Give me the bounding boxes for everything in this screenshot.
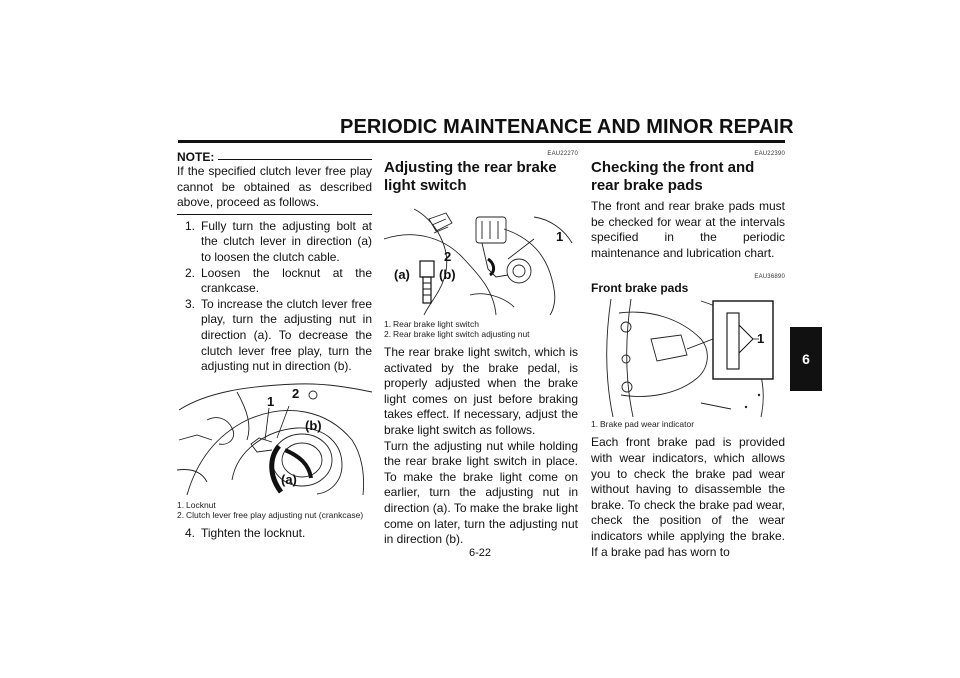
clutch-figure-captions [177, 500, 372, 520]
brake-pad-figure [591, 299, 785, 417]
note-rule [218, 159, 372, 160]
caption-text: Rear brake light switch [393, 319, 479, 329]
section-code: EAU22270 [547, 151, 578, 157]
figure-label-1: 1 [267, 393, 275, 409]
step-list-continued [177, 526, 372, 542]
brake-switch-captions [384, 319, 578, 339]
header-rule [178, 140, 785, 143]
column-rear-brake-switch [384, 150, 578, 548]
caption-item [177, 500, 372, 510]
caption-number: 1. [591, 419, 599, 430]
caption-item [384, 329, 578, 339]
step-text: To increase the clutch lever free play, turn the adjusting nut in direction (a). To decrease the clutch lever free play, turn the adjusting nut in direction (b). [201, 296, 372, 374]
caption-text: Rear brake light switch adjusting nut [393, 329, 530, 339]
note-text: If the specified clutch lever free play cannot be obtained as described above, proceed as follows. [177, 164, 372, 210]
figure-label-1: 1 [757, 331, 765, 347]
clutch-figure [177, 380, 372, 498]
note-end-rule [177, 214, 372, 215]
column-brake-pads [591, 150, 785, 560]
chapter-tab-number: 6 [802, 351, 810, 367]
figure-label-2: 2 [292, 385, 300, 401]
note-heading [177, 150, 372, 164]
step-list [177, 219, 372, 375]
brake-pad-captions [591, 419, 785, 429]
caption-item [384, 319, 578, 329]
section-title: Adjusting the rear brake light switch [384, 159, 557, 194]
column-clutch-adjustment [177, 150, 372, 541]
body-paragraph: The rear brake light switch, which is activated by the brake pedal, is properly adjusted when the brake light comes on just before braking takes effect. If necessary, adjust the brake light switch as follows. [384, 345, 578, 437]
caption-text: Locknut [186, 499, 216, 510]
brake-switch-figure [384, 199, 578, 317]
caption-item [591, 419, 785, 429]
step-text: Fully turn the adjusting bolt at the clutch lever in direction (a) to loosen the clutch cable. [201, 218, 372, 264]
figure-label-a: (a) [394, 267, 410, 282]
intro-paragraph: The front and rear brake pads must be checked for wear at the intervals specified in the periodic maintenance and lubrication chart. [591, 199, 785, 260]
body-paragraph: Each front brake pad is provided with wear indicators, which allows you to check the brake pad wear without having to disassemble the brake. To check the brake pad wear, check the position of the wear indicators while applying the brake. If a brake pad has worn to [591, 435, 785, 559]
step-number: 2. [185, 265, 196, 280]
caption-text: Clutch lever free play adjusting nut (crankcase) [186, 509, 364, 520]
step-item [177, 526, 372, 542]
caption-number: 1. [384, 319, 392, 329]
body-paragraph-2: Turn the adjusting nut while holding the rear brake light switch in place. To make the brake light come on earlier, turn the adjusting nut in direction (a). To make the brake light come on later, turn the adjusting nut in direction (b). [384, 438, 578, 547]
clutch-illustration [177, 380, 372, 498]
section-code: EAU22390 [754, 151, 785, 157]
brake-switch-illustration [384, 199, 578, 317]
step-item [177, 297, 372, 375]
caption-number: 2. [177, 509, 185, 520]
figure-label-b: (b) [439, 267, 456, 282]
brake-pad-illustration [591, 299, 785, 417]
figure-label-a: (a) [281, 471, 297, 487]
note-label: NOTE: [177, 150, 215, 164]
page-number: 6-22 [468, 547, 492, 559]
step-text: Tighten the locknut. [201, 525, 306, 540]
caption-number: 2. [384, 329, 392, 339]
step-number: 3. [185, 296, 196, 311]
figure-label-1: 1 [556, 229, 564, 244]
figure-label-2: 2 [444, 249, 452, 264]
step-number: 1. [185, 218, 196, 233]
step-number: 4. [185, 525, 196, 540]
caption-number: 1. [177, 499, 185, 510]
figure-label-b: (b) [305, 417, 322, 433]
caption-text: Brake pad wear indicator [600, 419, 695, 430]
chapter-tab [790, 327, 822, 391]
step-text: Loosen the locknut at the crankcase. [201, 265, 372, 296]
section-title: Checking the front and rear brake pads [591, 159, 755, 194]
step-item [177, 219, 372, 266]
caption-item [177, 510, 372, 520]
page-header-title: PERIODIC MAINTENANCE AND MINOR REPAIR [340, 116, 794, 138]
step-item [177, 266, 372, 297]
subsection-title: Front brake pads [591, 281, 689, 296]
subsection-code: EAU36890 [754, 274, 785, 281]
